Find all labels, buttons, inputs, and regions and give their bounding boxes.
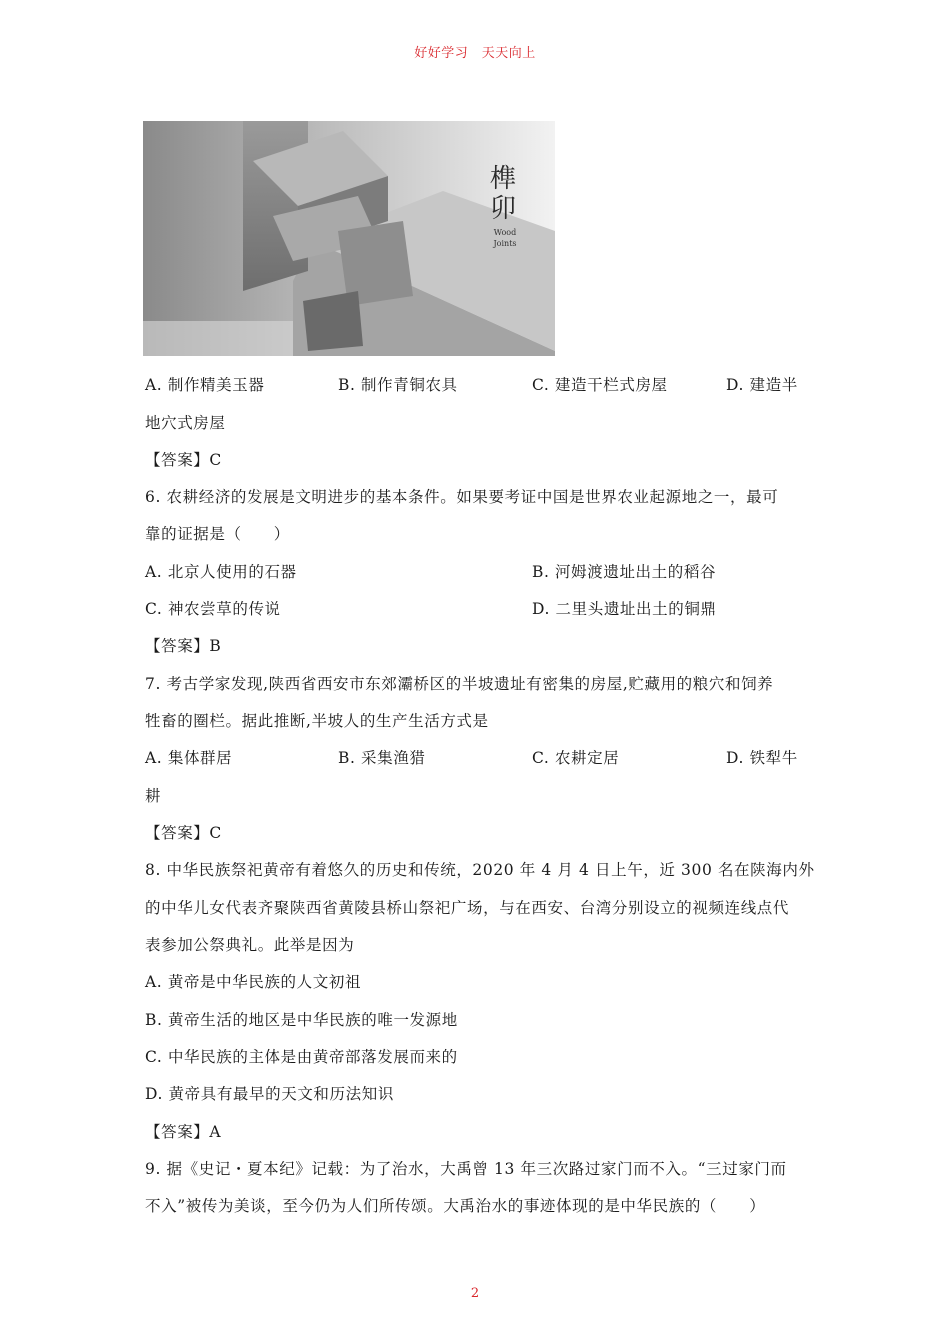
q7-option-d: D. 铁犁牛 (726, 749, 798, 767)
q6-stem-line-2: 靠的证据是（ ） (145, 525, 290, 543)
q8-option-d: D. 黄帝具有最早的天文和历法知识 (145, 1085, 394, 1103)
q7-option-a: A. 集体群居 (145, 749, 233, 767)
q8-stem-line-2: 的中华儿女代表齐聚陕西省黄陵县桥山祭祀广场，与在西安、台湾分别设立的视频连线点代 (145, 899, 790, 917)
q8-answer: 【答案】A (145, 1123, 222, 1141)
q5-answer: 【答案】C (145, 451, 222, 469)
q8-option-b: B. 黄帝生活的地区是中华民族的唯一发源地 (145, 1011, 458, 1029)
q6-option-d: D. 二里头遗址出土的铜鼎 (532, 600, 717, 618)
q5-option-c: C. 建造干栏式房屋 (532, 376, 668, 394)
q8-option-a: A. 黄帝是中华民族的人文初祖 (145, 973, 362, 991)
wood-joints-photo (143, 121, 555, 356)
q5-option-b: B. 制作青铜农具 (338, 376, 458, 394)
q9-stem-line-2: 不入”被传为美谈，至今仍为人们所传颂。大禹治水的事迹体现的是中华民族的（ ） (145, 1197, 766, 1215)
q6-option-b: B. 河姆渡遗址出土的稻谷 (532, 563, 717, 581)
q9-stem-line-1: 9. 据《史记・夏本纪》记载：为了治水，大禹曾 13 年三次路过家门而不入。“三过家门而 (145, 1160, 787, 1178)
q8-stem-line-1: 8. 中华民族祭祀黄帝有着悠久的历史和传统，2020 年 4 月 4 日上午，近 300 名在陕海内外 (145, 861, 815, 879)
q7-option-b: B. 采集渔猎 (338, 749, 426, 767)
q7-answer: 【答案】C (145, 824, 222, 842)
q6-stem-line-1: 6. 农耕经济的发展是文明进步的基本条件。如果要考证中国是世界农业起源地之一，最可 (145, 488, 779, 506)
q5-option-a: A. 制作精美玉器 (145, 376, 265, 394)
q7-option-wrap: 耕 (145, 787, 162, 805)
q7-stem-line-2: 牲畜的圈栏。据此推断,半坡人的生产生活方式是 (145, 712, 489, 730)
q8-option-c: C. 中华民族的主体是由黄帝部落发展而来的 (145, 1048, 458, 1066)
q5-option-wrap: 地穴式房屋 (145, 414, 226, 432)
caption-char-2: 卯 (489, 194, 517, 224)
q7-stem-line-1: 7. 考古学家发现,陕西省西安市东郊灞桥区的半坡遗址有密集的房屋,贮藏用的粮穴和饲养 (145, 675, 774, 693)
q5-option-d: D. 建造半 (726, 376, 798, 394)
caption-en-1: Wood (493, 228, 517, 237)
photo-caption (490, 164, 517, 248)
caption-en-2: Joints (493, 239, 517, 248)
q6-option-c: C. 神农尝草的传说 (145, 600, 281, 618)
page-number: 2 (470, 1286, 480, 1301)
q7-option-c: C. 农耕定居 (532, 749, 620, 767)
q6-answer: 【答案】B (145, 637, 222, 655)
caption-char-1: 榫 (489, 164, 517, 194)
page-header: 好好学习 天天向上 (414, 46, 536, 61)
q8-stem-line-3: 表参加公祭典礼。此举是因为 (145, 936, 355, 954)
q6-option-a: A. 北京人使用的石器 (145, 563, 297, 581)
